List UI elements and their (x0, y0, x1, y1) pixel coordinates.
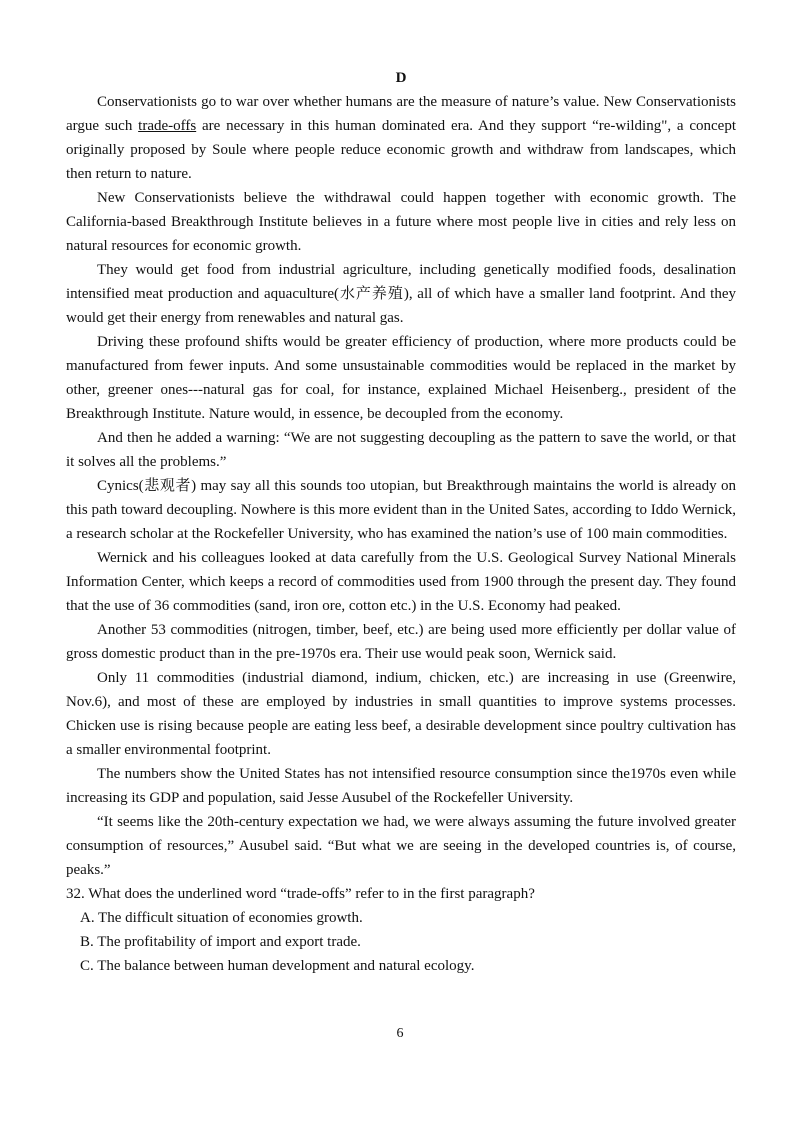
paragraph-7: Wernick and his colleagues looked at data carefully from the U.S. Geological Survey National Minerals Information Center, which keeps a record of commodities used from 1900 through the present day. They found that the use of 36 commodities (sand, iron ore, cotton etc.) in the U.S. Economy had peaked. (66, 550, 736, 614)
page-number: 6 (396, 1026, 404, 1041)
paragraph-4: Driving these profound shifts would be greater efficiency of production, where more products could be manufactured from fewer inputs. And some unsustainable commodities would be replaced in the market by other, greener ones---natural gas for coal, for instance, explained Michael Heisenberg., president of the Breakthrough Institute. Nature would, in essence, be decoupled from the economy. (66, 334, 736, 422)
paragraph-1-end: are necessary in this human dominated era. And they support “re-wilding", a concept originally proposed by Soule where people reduce economic growth and withdraw from landscapes, which then return to nature. (66, 118, 736, 182)
section-heading: D (395, 70, 407, 86)
option-a: A. The difficult situation of economies growth. (80, 910, 363, 926)
paragraph-6: Cynics(悲观者) may say all this sounds too utopian, but Breakthrough maintains the world is already on this path toward decoupling. Nowhere is this more evident than in the United Sates, according to Iddo Wernick, a research scholar at the Rockefeller University, who has examined the nation’s use of 100 main commodities. (66, 478, 736, 542)
paragraph-5: And then he added a warning: “We are not suggesting decoupling as the pattern to save the world, or that it solves all the problems.” (66, 430, 736, 470)
question-32: 32. What does the underlined word “trade-offs” refer to in the first paragraph? (66, 886, 535, 902)
underlined-word-trade-offs: trade-offs (138, 118, 197, 134)
paragraph-9: Only 11 commodities (industrial diamond, indium, chicken, etc.) are increasing in use (Greenwire, Nov.6), and most of these are employed by industries in small quantities to improve systems processes. Chicken use is rising because people are eating less beef, a desirable development since poultry cultivation has a smaller environmental footprint. (66, 670, 736, 758)
paragraph-1 (66, 90, 736, 186)
paragraph-3: They would get food from industrial agriculture, including genetically modified foods, desalination intensified meat production and aquaculture(水产养殖), all of which have a smaller land footprint. And they would get their energy from renewables and natural gas. (66, 262, 736, 326)
paragraph-8: Another 53 commodities (nitrogen, timber, beef, etc.) are being used more efficiently per dollar value of gross domestic product than in the pre-1970s era. Their use would peak soon, Wernick said. (66, 622, 736, 662)
document-page (66, 66, 736, 978)
option-c: C. The balance between human development and natural ecology. (80, 958, 475, 974)
option-b: B. The profitability of import and export trade. (80, 934, 361, 950)
paragraph-10: The numbers show the United States has not intensified resource consumption since the1970s even while increasing its GDP and population, said Jesse Ausubel of the Rockefeller University. (66, 766, 736, 806)
paragraph-11: “It seems like the 20th-century expectation we had, we were always assuming the future involved greater consumption of resources,” Ausubel said. “But what we are seeing in the developed countries is, of course, peaks.” (66, 814, 736, 878)
paragraph-2: New Conservationists believe the withdrawal could happen together with economic growth. The California-based Breakthrough Institute believes in a future where most people live in cities and rely less on natural resources for economic growth. (66, 190, 736, 254)
paragraph-1-start: Conservationists go to war over whether humans are the measure of nature’s value. New Conservationists argue such (66, 94, 736, 134)
